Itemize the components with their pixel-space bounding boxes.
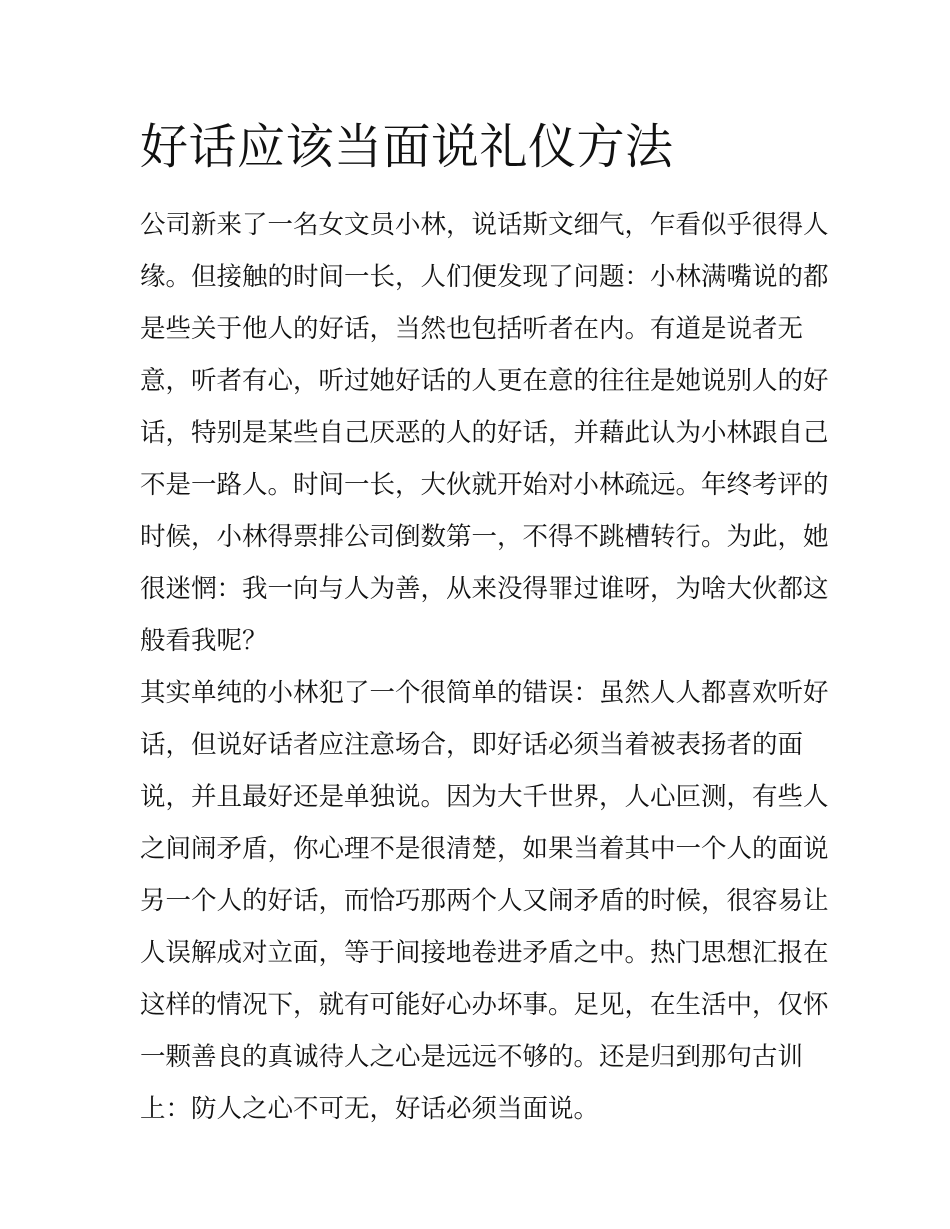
body-line: 一颗善良的真诚待人之心是远远不够的。还是归到那句古训 (140, 1042, 804, 1072)
body-line: 很迷惘：我一向与人为善，从来没得罪过谁呀，为啥大伙都这 (140, 574, 829, 604)
body-line: 其实单纯的小林犯了一个很简单的错误：虽然人人都喜欢听好 (140, 678, 829, 708)
document-title: 好话应该当面说礼仪方法 (140, 119, 674, 175)
body-line: 般看我呢？ (140, 626, 268, 656)
body-line: 不是一路人。时间一长，大伙就开始对小林疏远。年终考评的 (140, 470, 829, 500)
body-line: 是些关于他人的好话，当然也包括听者在内。有道是说者无 (140, 314, 804, 344)
body-line: 公司新来了一名女文员小林，说话斯文细气，乍看似乎很得人 (140, 210, 829, 240)
body-line: 人误解成对立面，等于间接地卷进矛盾之中。热门思想汇报在 (140, 938, 829, 968)
body-line: 缘。但接触的时间一长，人们便发现了问题：小林满嘴说的都 (140, 262, 829, 292)
body-line: 之间闹矛盾，你心理不是很清楚，如果当着其中一个人的面说 (140, 834, 829, 864)
body-line: 时候，小林得票排公司倒数第一，不得不跳槽转行。为此，她 (140, 522, 829, 552)
body-line: 上：防人之心不可无，好话必须当面说。 (140, 1094, 600, 1124)
body-line: 这样的情况下，就有可能好心办坏事。足见，在生活中，仅怀 (140, 990, 829, 1020)
body-line: 说，并且最好还是单独说。因为大千世界，人心叵测，有些人 (140, 782, 829, 812)
body-line: 另一个人的好话，而恰巧那两个人又闹矛盾的时候，很容易让 (140, 886, 829, 916)
body-line: 话，但说好话者应注意场合，即好话必须当着被表扬者的面 (140, 730, 804, 760)
body-line: 意，听者有心，听过她好话的人更在意的往往是她说别人的好 (140, 366, 829, 396)
body-line: 话，特别是某些自己厌恶的人的好话，并藉此认为小林跟自己 (140, 418, 829, 448)
document-body (140, 199, 829, 1135)
